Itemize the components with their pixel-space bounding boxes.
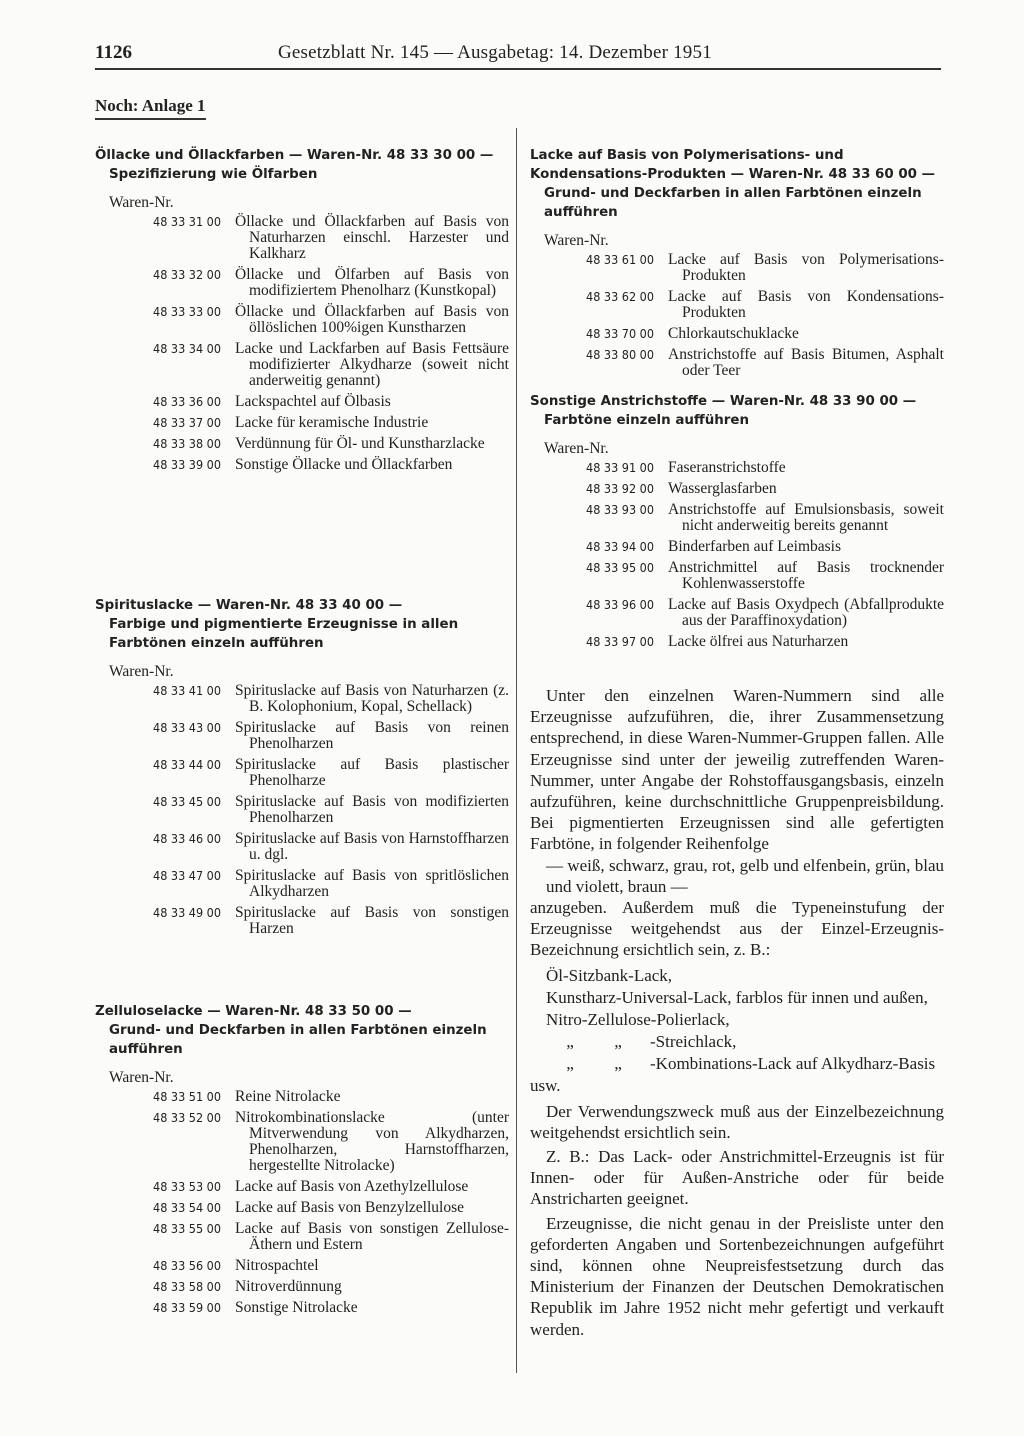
list-item: 48 33 38 00 Verdünnung für Öl- und Kunstharzlacke bbox=[153, 435, 485, 452]
page-header-title: Gesetzblatt Nr. 145 — Ausgabetag: 14. Dezember 1951 bbox=[278, 42, 712, 63]
example-list bbox=[530, 965, 944, 1097]
list-item: 48 33 59 00 Sonstige Nitrolacke bbox=[153, 1299, 358, 1316]
section-title: Zelluloselacke — Waren-Nr. 48 33 50 00 — Grund- und Deckfarben in allen Farbtönen einzeln aufführen bbox=[95, 1004, 487, 1057]
waren-nr-label: Waren-Nr. bbox=[109, 194, 174, 211]
list-item: 48 33 43 00 Spirituslacke auf Basis von reinen Phenolharzen bbox=[153, 719, 509, 752]
paragraph: Z. B.: Das Lack- oder Anstrichmittel-Erzeugnis ist für Innen- oder für Außen-Anstriche oder für beide Anstricharten geeignet. bbox=[530, 1147, 944, 1209]
list-item: 48 33 52 00 Nitrokombinationslacke (unter Mitverwendung von Alkydharzen, Phenolharzen, Harnstoffharzen, hergestellte Nitrolacke) bbox=[153, 1109, 509, 1174]
list-item: 48 33 53 00 Lacke auf Basis von Azethylzellulose bbox=[153, 1178, 469, 1195]
page-number: 1126 bbox=[95, 42, 132, 63]
section-title: Öllacke und Öllackfarben — Waren-Nr. 48 33 30 00 — Spezifizierung wie Ölfarben bbox=[95, 148, 494, 182]
list-item: 48 33 31 00 Öllacke und Öllackfarben auf Basis von Naturharzen einschl. Harzester und Kalkharz bbox=[153, 213, 509, 262]
list-item: 48 33 44 00 Spirituslacke auf Basis plastischer Phenolharze bbox=[153, 756, 509, 789]
list-item: 48 33 96 00 Lacke auf Basis Oxydpech (Abfallprodukte aus der Paraffinoxydation) bbox=[586, 596, 944, 629]
list-item: 48 33 37 00 Lacke für keramische Industrie bbox=[153, 414, 429, 431]
section-title: Lacke auf Basis von Polymerisations- und Kondensations-Produkten — Waren-Nr. 48 33 60 00 — Grund- und Deckfarben in allen Farbtönen einzeln aufführen bbox=[530, 148, 936, 220]
list-item: 48 33 32 00 Öllacke und Ölfarben auf Basis von modifiziertem Phenolharz (Kunstkopal) bbox=[153, 266, 509, 299]
section-title: Spirituslacke — Waren-Nr. 48 33 40 00 — Farbige und pigmentierte Erzeugnisse in allen Farbtönen einzeln aufführen bbox=[95, 598, 459, 651]
list-item: 48 33 94 00 Binderfarben auf Leimbasis bbox=[586, 538, 842, 555]
ditto-mark: „ bbox=[566, 1031, 574, 1051]
ditto-mark: „ bbox=[614, 1053, 622, 1073]
list-item: 48 33 51 00 Reine Nitrolacke bbox=[153, 1088, 341, 1105]
list-item: 48 33 56 00 Nitrospachtel bbox=[153, 1257, 319, 1274]
ditto-mark: „ bbox=[614, 1031, 622, 1051]
list-item: 48 33 41 00 Spirituslacke auf Basis von Naturharzen (z. B. Kolophonium, Kopal, Schellack) bbox=[153, 682, 509, 715]
column-divider bbox=[516, 128, 517, 1373]
list-item: 48 33 33 00 Öllacke und Öllackfarben auf Basis von öllöslichen 100%igen Kunstharzen bbox=[153, 303, 509, 336]
section-sonstige-anstrichstoffe bbox=[530, 392, 944, 655]
section-title: Sonstige Anstrichstoffe — Waren-Nr. 48 33 90 00 — Farbtöne einzeln aufführen bbox=[530, 394, 917, 428]
list-item: 48 33 47 00 Spirituslacke auf Basis von spritlöslichen Alkydharzen bbox=[153, 867, 509, 900]
example-item: Nitro-Zellulose-Polierlack, bbox=[546, 1009, 730, 1029]
list-item: 48 33 39 00 Sonstige Öllacke und Öllackfarben bbox=[153, 456, 453, 473]
waren-nr-label: Waren-Nr. bbox=[544, 440, 609, 457]
list-item: 48 33 58 00 Nitroverdünnung bbox=[153, 1278, 342, 1295]
list-item: 48 33 91 00 Faseranstrichstoffe bbox=[586, 459, 786, 476]
body-text-block bbox=[530, 685, 944, 1340]
list-item: 48 33 45 00 Spirituslacke auf Basis von modifizierten Phenolharzen bbox=[153, 793, 509, 826]
paragraph: Der Verwendungszweck muß aus der Einzelbezeichnung weitgehendst ersichtlich sein. bbox=[530, 1101, 944, 1142]
paragraph: Unter den einzelnen Waren-Nummern sind alle Erzeugnisse aufzuführen, die, ihrer Zusammensetzung entsprechend, in diese Waren-Nummer-Gruppen fallen. Alle Erzeugnisse sind unter der jeweilig zutreffenden Waren-Nummer, unter Angabe der Rohstoffausgangsbasis, einzeln aufzuführen, keine durchschnittliche Gruppenpreisbildung. Bei pigmentierten Erzeugnissen sind alle gefertigten Farbtöne, in folgender Reihenfolge bbox=[530, 686, 944, 854]
section-oellacke bbox=[95, 146, 509, 478]
list-item: 48 33 97 00 Lacke ölfrei aus Naturharzen bbox=[586, 633, 849, 650]
list-item: 48 33 61 00 Lacke auf Basis von Polymerisations-Produkten bbox=[586, 251, 944, 284]
list-item: 48 33 70 00 Chlorkautschuklacke bbox=[586, 325, 799, 342]
waren-nr-label: Waren-Nr. bbox=[544, 232, 609, 249]
annex-title: Noch: Anlage 1 bbox=[95, 96, 206, 120]
list-item: 48 33 92 00 Wasserglasfarben bbox=[586, 480, 777, 497]
list-item: 48 33 95 00 Anstrichmittel auf Basis trocknender Kohlenwasserstoffe bbox=[586, 559, 944, 592]
section-polymerisationslacke bbox=[530, 146, 944, 384]
page-header bbox=[95, 40, 941, 70]
ditto-mark: „ bbox=[566, 1053, 574, 1073]
waren-nr-label: Waren-Nr. bbox=[109, 663, 174, 680]
list-item: 48 33 49 00 Spirituslacke auf Basis von sonstigen Harzen bbox=[153, 904, 509, 937]
list-item: 48 33 46 00 Spirituslacke auf Basis von Harnstoffharzen u. dgl. bbox=[153, 830, 509, 863]
paragraph: anzugeben. Außerdem muß die Typeneinstufung der Erzeugnisse weitgehendst aus der Einzel-Erzeugnis-Bezeichnung ersichtlich sein, z. B.: bbox=[530, 898, 944, 960]
paragraph: Erzeugnisse, die nicht genau in der Preisliste unter den geforderten Angaben und Sortenbezeichnungen aufgeführt sind, können ohne Neupreisfestsetzung durch das Ministerium der Finanzen der Deutschen Demokratischen Republik im Jahre 1952 nicht mehr gefertigt und verkauft werden. bbox=[530, 1213, 944, 1339]
example-item: Öl-Sitzbank-Lack, bbox=[546, 965, 673, 985]
list-item: 48 33 93 00 Anstrichstoffe auf Emulsionsbasis, soweit nicht anderweitig bereits genannt bbox=[586, 501, 944, 534]
waren-nr-label: Waren-Nr. bbox=[109, 1069, 174, 1086]
color-order-line: — weiß, schwarz, grau, rot, gelb und elfenbein, grün, blau und violett, braun — bbox=[546, 855, 944, 896]
list-item: 48 33 55 00 Lacke auf Basis von sonstigen Zellulose-Äthern und Estern bbox=[153, 1220, 509, 1253]
list-item: 48 33 62 00 Lacke auf Basis von Kondensations-Produkten bbox=[586, 288, 944, 321]
example-item: Kunstharz-Universal-Lack, farblos für innen und außen, bbox=[546, 987, 928, 1007]
example-item: „ „ -Kombinations-Lack auf Alkydharz-Basis bbox=[546, 1053, 944, 1075]
list-item: 48 33 34 00 Lacke und Lackfarben auf Basis Fettsäure modifizierter Alkydharze (soweit nicht anderweitig genannt) bbox=[153, 340, 509, 389]
list-item: 48 33 36 00 Lackspachtel auf Ölbasis bbox=[153, 393, 391, 410]
example-item: usw. bbox=[530, 1075, 561, 1095]
section-zelluloselacke bbox=[95, 1002, 509, 1321]
list-item: 48 33 54 00 Lacke auf Basis von Benzylzellulose bbox=[153, 1199, 464, 1216]
section-spirituslacke bbox=[95, 596, 509, 942]
list-item: 48 33 80 00 Anstrichstoffe auf Basis Bitumen, Asphalt oder Teer bbox=[586, 346, 944, 379]
example-item: „ „ -Streichlack, bbox=[546, 1031, 944, 1053]
